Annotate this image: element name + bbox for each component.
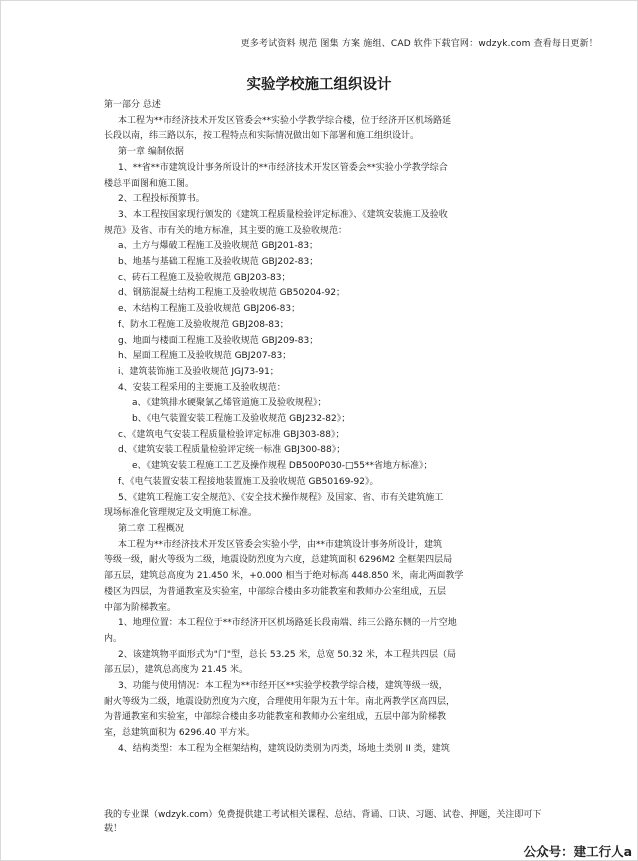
- paragraph-line: 内。: [104, 633, 123, 644]
- paragraph-line: 等级一级，耐火等级为二级，地震设防烈度为六度，总建筑面积 6296M2 全框架四层局: [104, 555, 453, 566]
- paragraph-line: 为普通教室和实验室，中部综合楼由多功能教室和教师办公室组成，五层中部为阶梯教: [104, 712, 447, 723]
- list-item: b、地基与基础工程施工及验收规范 GBJ202-83；: [118, 257, 319, 268]
- list-item: f、防水工程施工及验收规范 GBJ208-83；: [118, 319, 289, 330]
- paragraph-line: 长段以南，纬三路以东，按工程特点和实际情况做出如下部署和施工组织设计。: [104, 131, 420, 142]
- paragraph-line: 楼总平面图和施工图。: [104, 178, 195, 189]
- paragraph-line: 本工程为**市经济技术开发区管委会**实验小学教学综合楼，位于经济开区机场路延: [118, 115, 452, 126]
- list-item: 3、功能与使用情况：本工程为**市经开区**实验学校教学综合楼，建筑等级一级，: [118, 681, 448, 692]
- paragraph-line: 现场标准化管理规定及文明施工标准。: [104, 508, 258, 519]
- watermark: 公众号：建工行人a: [523, 844, 632, 859]
- list-item: 1、地理位置：本工程位于**市经济开区机场路延长段南端、纬三公路东侧的一片空地: [118, 618, 457, 629]
- list-item: a、《建筑排水硬聚氯乙烯管道施工及验收规程》；: [132, 398, 327, 409]
- list-item: 5、《建筑工程施工安全规范》、《安全技术操作规程》及国家、省、市有关建筑施工: [118, 492, 444, 503]
- list-item: c、砖石工程施工及验收规范 GBJ203-83；: [118, 272, 291, 283]
- list-item: 2、该建筑物平面形式为"门"型，总长 53.25 米，总宽 50.32 米，本工程共四层（局: [118, 649, 456, 660]
- list-item: c、《建筑电气安装工程质量检验评定标准 GBJ303-88》；: [118, 429, 345, 440]
- paragraph-line: 本工程为**市经济技术开发区管委会实验小学，由**市建筑设计事务所设计，建筑: [118, 539, 443, 550]
- list-item: 4、安装工程采用的主要施工及验收规范：: [118, 382, 286, 393]
- paragraph-line: 部五层，建筑总高度为 21.450 米，+0.000 相当于绝对标高 448.850 米，南北两面教学: [104, 571, 464, 582]
- list-item: e、《建筑安装工程施工工艺及操作规程 DB500P030-□55**省地方标准》；: [132, 461, 433, 472]
- list-item: f、《电气装置安装工程接地装置施工及验收规范 GB50169-92》。: [118, 476, 379, 487]
- part-heading: 第一部分 总述: [104, 100, 161, 110]
- paragraph-line: 楼区为四层，为普通教室及实验室，中部综合楼由多功能教室和教师办公室组成，五层: [104, 586, 447, 597]
- header-banner: 更多考试资料 规范 图集 方案 施组、CAD 软件下载官网：wdzyk.com 查看每日更新！: [240, 39, 598, 49]
- list-item: 3、本工程按国家现行颁发的《建筑工程质量检验评定标准》、《建筑安装施工及验收: [118, 209, 448, 220]
- list-item: b、《电气装置安装工程施工及验收规范 GBJ232-82》；: [132, 414, 351, 425]
- list-item: 2、工程投标预算书。: [118, 194, 205, 205]
- chapter-heading: 第二章 工程概况: [118, 523, 184, 534]
- list-item: d、《建筑安装工程质量检验评定统一标准 GBJ300-88》；: [118, 445, 346, 456]
- list-item: 4、结构类型：本工程为全框架结构，建筑设防类别为丙类，场地土类别 II 类，建筑: [118, 743, 450, 754]
- list-item: h、屋面工程施工及验收规范 GBJ207-83；: [118, 351, 292, 362]
- document-title: 实验学校施工组织设计: [246, 77, 392, 93]
- paragraph-line: 部五层），建筑总高度为 21.45 米。: [104, 665, 248, 676]
- paragraph-line: 规范》及省、市有关的地方标准，其主要的施工及验收规范：: [104, 225, 348, 236]
- document-body: [104, 98, 549, 758]
- list-item: e、木结构工程施工及验收规范 GBJ206-83；: [118, 304, 301, 315]
- footer-note: 我的专业课（wdzyk.com）免费提供建工考试相关课程、总结、背诵、口诀、习题、试卷、押题，关注即可下载！: [104, 810, 542, 834]
- list-item: g、地面与楼面工程施工及验收规范 GBJ209-83；: [118, 335, 319, 346]
- paragraph-line: 中部为阶梯教室。: [104, 602, 177, 613]
- list-item: d、钢筋混凝土结构工程施工及验收规范 GB50204-92；: [118, 288, 346, 299]
- paragraph-line: 耐火等级为二级，地震设防烈度为六度，合理使用年限为五十年。南北两教学区高四层，: [104, 696, 456, 707]
- chapter-heading: 第一章 编制依据: [118, 147, 184, 158]
- list-item: i、建筑装饰施工及验收规范 JGJ73-91；: [118, 366, 279, 377]
- paragraph-line: 室，总建筑面积为 6296.40 平方米。: [104, 728, 255, 739]
- list-item: 1、**省**市建筑设计事务所设计的**市经济技术开发区管委会**实验小学教学综合: [118, 162, 448, 173]
- list-item: a、土方与爆破工程施工及验收规范 GBJ201-83；: [118, 241, 319, 252]
